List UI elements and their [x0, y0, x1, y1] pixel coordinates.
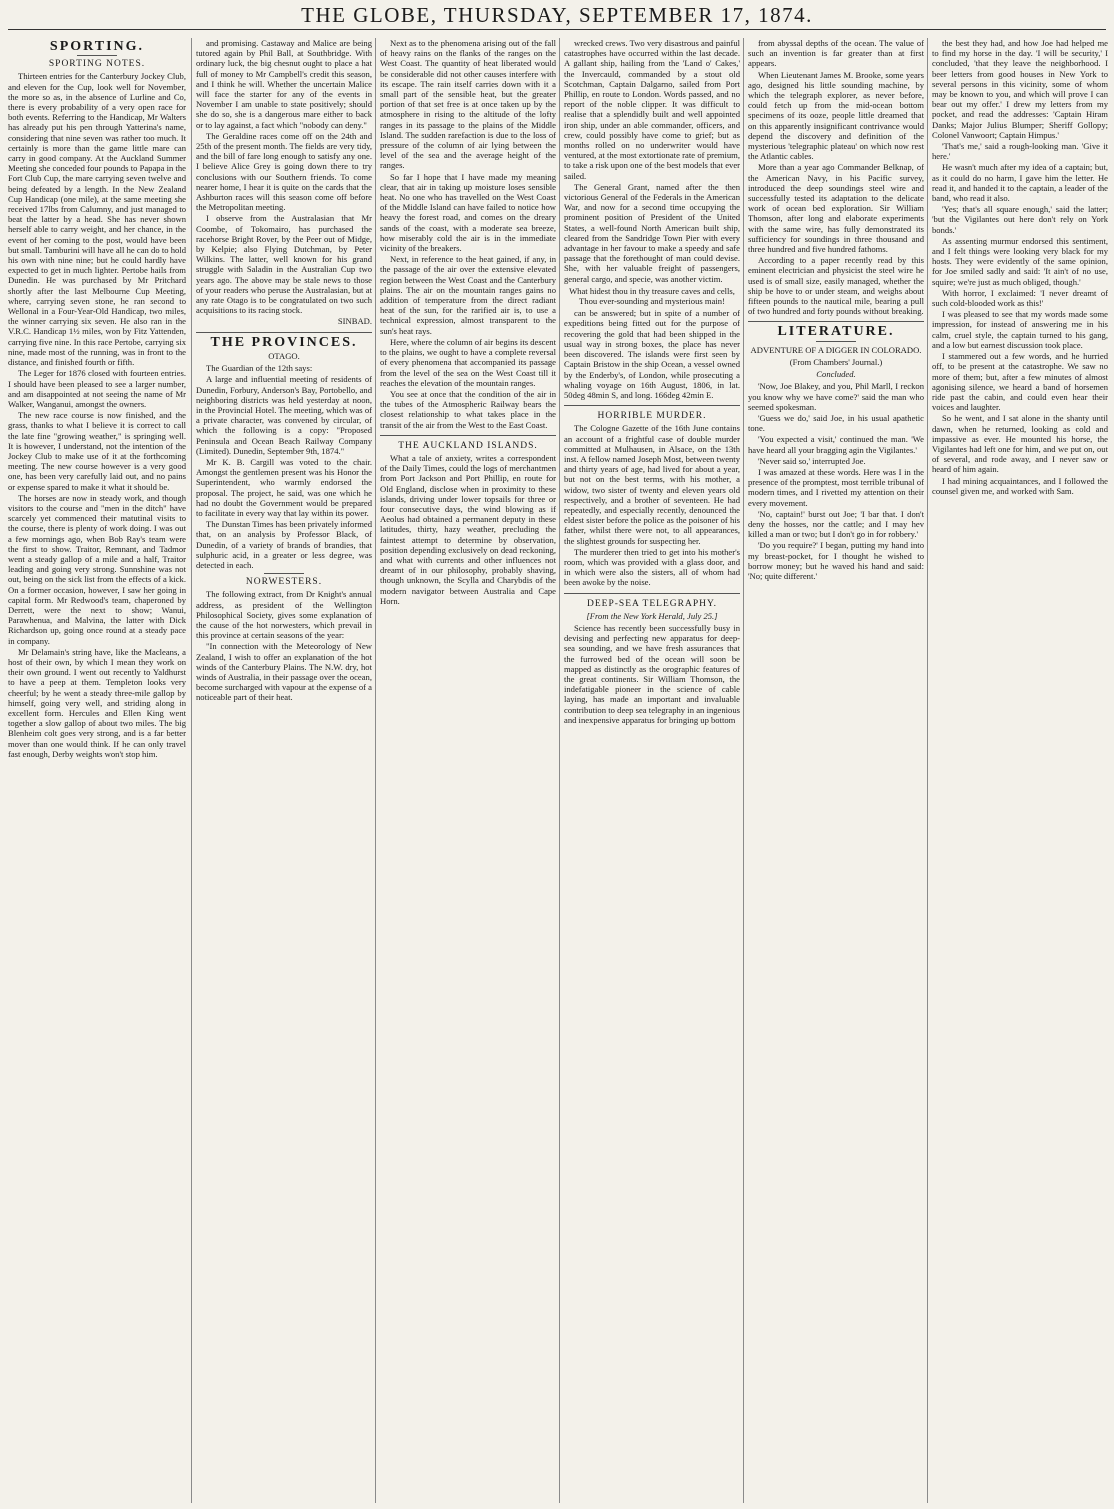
paragraph: Next, in reference to the heat gained, if any, in the passage of the air over the extensive elevated region between the West Coast and the Canterbury plains. The air on the mountain ranges gains no addition of temperature from the direct radiant heat of the sun, for the rarified air is, to use a technical expression, almost transparent to the sun's heat rays. — [380, 254, 556, 336]
paragraph: Next as to the phenomena arising out of the fall of heavy rains on the flanks of the ranges on the West Coast. The quantity of heat liberated would be considerable did not other causes interfere with its escape. The rain itself carries down with it a small part of the sensible heat, but the greater portion of that set free is at once taken up by the atmosphere in rising to the altitude of the lofty ranges in its passage to the plains of the Middle Island. The sudden rarefaction is due to the loss of pressure of the column of air lying between the level of the sea and the average height of the ranges. — [380, 38, 556, 171]
paragraph: 'You expected a visit,' continued the man. 'We have heard all your bragging agin the Vigilantes.' — [748, 434, 924, 455]
paragraph: from abyssal depths of the ocean. The value of such an invention is far greater than at first appears. — [748, 38, 924, 69]
paragraph: wrecked crews. Two very disastrous and painful catastrophes have occurred within the last decade. A gallant ship, hailing from the 'Land o' Cakes,' the Invercauld, commanded by a stout old Scotchman, Captain Dalgarno, sailed from Port Phillip, en route to London. Words passed, and no report of the noble clipper. It was difficult to realise that a splendidly built and well appointed iron ship, under an able commander, officers, and crew, could possibly have come to grief; but as months rolled on no underwriter would have ventured, at the most extortionate rate of premium, to take a risk upon one of the best models that ever sailed. — [564, 38, 740, 181]
horrible-murder-heading: HORRIBLE MURDER. — [597, 411, 707, 422]
paragraph: Thirteen entries for the Canterbury Jockey Club, and eleven for the Cup, look well for November, the more so as, in the absence of Lurline and Co, there is every probability of a very open race for both events. Referring to the Handicap, Mr Walters has already put his pen through Yatterina's name, considering that nine seven was rather too much. It certainly is more than the game little mare can carry in good company. At the Auckland Summer Meeting she conceded four pounds to Papapa in the Fort Club Cup, the mare carrying seven twelve and being defeated by a length. In the New Zealand Cup Handicap (one mile), at the same meeting she received 17lbs from Calumny, and just managed to beat the latter by a head. She has never shown herself able to carry weight, and her chance, in the event of her coming to the post, would have been but small. Tamburini will have all he can do to hold his own with nine nine; but he could hardly have expected to get in much lighter. Pertobe hails from Dunedin. He was purchased by Mr Pritchard shortly after the last Melbourne Cup Meeting, where, carrying seven stone, he ran second to Wellonal in a Four-Year-Old Handicap, two miles, the winner carrying six seven. He also ran in the V.R.C. Handicap 1½ miles, won by Fitz Yattenden, carrying five nine. In this race Pertobe, carrying six nine, made most of the running, was in front to the distance, and finished fourth or fifth. — [8, 71, 186, 368]
paragraph: As assenting murmur endorsed this sentiment, and I felt things were looking very black for my hosts. They were evidently of the same opinion, for Joe smiled sadly and said: 'It ain't of no use, squire; we're just as much obliged, though.' — [932, 235, 1108, 287]
story-source: (From Chambers' Journal.) — [789, 356, 883, 367]
sporting-notes-subheading: SPORTING NOTES. — [48, 59, 146, 70]
paragraph: I was pleased to see that my words made some impression, for instead of answering me in his calm, cruel style, the captain turned to his gang, and a low but earnest discussion took place. — [932, 309, 1108, 350]
literature-heading: LITERATURE. — [777, 324, 895, 340]
paragraph: More than a year ago Commander Belknap, of the American Navy, in his Pacific survey, introduced the deep soundings steel wire and successfully tested its adaptation to the delicate work of ocean bed exploration. Sir William Thomson, after long and elaborate experiments with the same wire, has fully demonstrated its sufficiency for soundings in three thousand and three hundred and five hundred fathoms. — [748, 162, 924, 255]
paragraph: What a tale of anxiety, writes a correspondent of the Daily Times, could the logs of merchantmen from Port Jackson and Port Phillip, en route for Old England, disclose when in proximity to these islands, driving under lower topsails for three or four consecutive days, the wind blowing as if Aeolus had obtained a permanent deputy in these latitudes, thirty, hazy weather, precluding the faintest attempt to determine by observation, position depending exclusively on dead reckoning, and what with currents and other influences not dreamt of in our philosophy, probably shaving, though unknown, the Scylla and Charybdis of the modern navigator between Australia and Cape Horn. — [380, 452, 556, 606]
sporting-heading: SPORTING. — [49, 39, 145, 54]
paragraph: He wasn't much after my idea of a captain; but, as it could do no harm, I gave him the letter. He read it, and handed it to the captain, a leader of the band, who read it also. — [932, 162, 1108, 204]
paragraph: The Dunstan Times has been privately informed that, on an analysis by Professor Black, of Dunedin, of a variety of brands of brandies, that sulphuric acid, in a greater or less degree, was detected in each. — [196, 519, 372, 570]
divider — [196, 332, 372, 333]
paragraph: According to a paper recently read by this eminent electrician and physicist the steel wire he used is of small size, easily managed, whether the ship be hove to or under steam, and weighs about fifteen pounds to the nautical mile, bearing a pull of two hundred and forty pounds without breaking. — [748, 255, 924, 317]
signature: SINBAD. — [337, 316, 372, 327]
norwesters-heading: NORWESTERS. — [245, 577, 323, 588]
paragraph: The Guardian of the 12th says: — [206, 363, 313, 374]
masthead-title: THE GLOBE, THURSDAY, SEPTEMBER 17, 1874. — [301, 3, 813, 27]
otago-subheading: OTAGO. — [268, 350, 300, 361]
paragraph: Mr K. B. Cargill was voted to the chair. Amongst the gentlemen present was his Honor the Superintendent, who warmly endorsed the proposal. The project, he said, was one which he had no doubt the Government would be prepared to facilitate in every way that lay within its power. — [196, 456, 372, 518]
paragraph: the best they had, and how Joe had helped me to find my horse in the day. 'I will be security,' I concluded, 'that they leave the neighborhood. I beer letters from good houses in New York to several persons in this vicinity, some of whom may be known to you, and which will prove I can bear out my offer.' I drew my letters from my pocket, and read the addresses: 'Captain Hiram Danks; Major Julius Blumper; Sheriff Gollopy; Colonel Vanwoort; Captain Himpus.' — [932, 38, 1108, 140]
auckland-islands-heading: THE AUCKLAND ISLANDS. — [398, 440, 538, 451]
paragraph: The General Grant, named after the then victorious General of the Federals in the American War, and now for a second time occupying the prominent position of President of the United States, a well-found North American built ship, cleared from the Sandridge Town Pier with every advantage in her favour to make a speedy and safe passage that the forethought of man could devise. She, with her valuable freight of passengers, general cargo, and specie, was another victim. — [564, 181, 740, 284]
column-5 — [743, 38, 924, 1503]
paragraph: Here, where the column of air begins its descent to the plains, we ought to have a complete reversal of every phenomena that accompanied its passage from the level of the sea on the West Coast till it reaches the elevation of the mountain ranges. — [380, 336, 556, 388]
paragraph: A large and influential meeting of residents of Dunedin, Forbury, Anderson's Bay, Portobello, and neighboring districts was held yesterday at noon, in the Provincial Hotel. The meeting, which was of a private character, was convened by circular, of which the following is a copy: "Proposed Peninsula and Ocean Beach Railway Company (Limited). Dunedin, September 9th, 1874." — [196, 374, 372, 456]
paragraph: You see at once that the condition of the air in the tubes of the Atmospheric Railway bears the closest relationship to what takes place in the transit of the air from the West to the East Coast. — [380, 388, 556, 430]
paragraph: 'Guess we do,' said Joe, in his usual apathetic tone. — [748, 412, 924, 434]
paragraph: I stammered out a few words, and he hurried off, to be present at the catastrophe. We saw no more of them; but, after a few minutes of almost agonising silence, we heard a band of horsemen ride past the cabin, and could even hear their voices and laughter. — [932, 351, 1108, 413]
paragraph: With horror, I exclaimed: 'I never dreamt of such cold-blooded work as this!' — [932, 287, 1108, 309]
paragraph: I observe from the Australasian that Mr Coombe, of Tokomairo, has purchased the racehorse Bright Rover, by the Peer out of Midge, by Kelpie; also Flying Dutchman, by Peter Wilkins. The latter, well known for his grand struggle with Saladin in the Australian Cup two years ago. The above may be stale news to those of your readers who peruse the Australasian, but at any rate Otago is to be congratulated on two such acquisitions to its racing stock. — [196, 213, 372, 316]
story-title: ADVENTURE OF A DIGGER IN COLORADO. — [750, 344, 922, 355]
paragraph: The Cologne Gazette of the 16th June contains an account of a frightful case of double murder committed at Mulhausen, in Alsace, on the 13th inst. A fellow named Joseph Most, between twenty and thirty years of age, had lived for about a year, but not on the best terms, with his mother, a widow, two sister of twenty and eleven years old respectively, and a brother of seventeen. He had repeatedly, and especially recently, denounced the eldest sister before the police as the poisoner of his father, whilst there were not, to all appearances, the slightest grounds for suspecting her. — [564, 423, 740, 546]
column-3 — [375, 38, 556, 1503]
paragraph: 'Never said so,' interrupted Joe. — [758, 455, 866, 466]
column-4 — [559, 38, 740, 1503]
paragraph: The horses are now in steady work, and though visitors to the course and "men in the ditch" have scarcely yet commenced their matutinal visits to the course, there is plenty of work doing. I was out a few mornings ago, when Bob Ray's team were the first to show. Traitor, Remnant, and Tadmor went a steady gallop of a mile and a half, Traitor leading and going very strong. Sunnshine was not out, being on the sick list from the effects of a kick. On a former occasion, however, I saw her going in capital form. Mr Redwood's team, chaperoned by Derrett, were the next to show; Wanui, Parawhenua, and Malvina, the latter with Dick Richardson up, going once round at a steady pace in company. — [8, 492, 186, 646]
verse — [564, 286, 740, 306]
paragraph: 'Now, Joe Blakey, and you, Phil Marll, I reckon you know why we have come?' said the man who seemed spokesman. — [748, 381, 924, 412]
verse-line: What hidest thou in thy treasure caves and cells, — [569, 285, 735, 296]
provinces-heading: THE PROVINCES. — [210, 334, 358, 350]
divider — [816, 341, 856, 342]
masthead — [0, 0, 1114, 30]
paragraph: So far I hope that I have made my meaning clear, that air in taking up moisture loses sensible heat. No one who has travelled on the West Coast of the Middle Island can have failed to notice how heavy the forest road, and comes on the dreary sands of the coast, with a moderate sea breeze, how miserably cold the air is in the immediate vicinity of the breakers. — [380, 171, 556, 254]
paragraph: 'Do you require?' I began, putting my hand into my breast-pocket, for I thought he wished to borrow money; but he waved his hand and said: 'No; quite different.' — [748, 540, 924, 581]
paragraph: The following extract, from Dr Knight's annual address, as president of the Wellington Philosophical Society, gives some explanation of the cause of the hot norwesters, which prevail in this province at certain seasons of the year: — [196, 589, 372, 641]
paragraph: can be answered; but in spite of a number of expeditions being fitted out for the purpose of recovering the gold that had been shipped in the usual way in strong boxes, the place has never been discovered. The islands were first seen by Captain Bristow in the ship Ocean, a vessel owned by the Enderby's, of London, while prosecuting a whaling voyage on 16th August, 1806, in lat. 50deg 48min S, and long. 166deg 42min E. — [564, 308, 740, 400]
paragraph: So he went, and I sat alone in the shanty until dawn, when he returned, looking as cold and impassive as ever. He mounted his horse, the Vigilantes had left one for him, and we put on, out of several, and rode away, and I never saw or heard of him again. — [932, 413, 1108, 475]
paragraph: The Leger for 1876 closed with fourteen entries. I should have been pleased to see a larger number, and am disappointed at not seeing the name of Mr Walker, Wanganui, amongst the owners. — [8, 368, 186, 409]
source-note: [From the New York Herald, July 25.] — [586, 610, 718, 621]
column-1 — [8, 38, 186, 1503]
paragraph: "In connection with the Meteorology of New Zealand, I wish to offer an explanation of the hot winds of the Canterbury Plains. The N.W. dry, hot winds of Australia, in their passage over the ocean, become surcharged with vapour at the expense of a noticeable part of their heat. — [196, 641, 372, 703]
divider — [564, 405, 740, 406]
masthead-rule — [8, 29, 1106, 30]
paragraph: Mr Delamain's string have, like the Macleans, a host of their own, by which I mean they work on their own ground. I went out recently to Yaldhurst to have a peep at them. Templeton looks very cheerful; by he went a steady three-mile gallop by himself, going very well, and striding along in excellent form. Hercules and Ellen King went together a slow gallop of about two miles. The big Blenheim colt goes very strong, and is a far better mover than one would think. If he can only travel fast enough, Derby weights won't stop him. — [8, 646, 186, 759]
paragraph: The new race course is now finished, and the grass, thanks to what I believe it is correct to call the late fine "growing weather," is springing well. It is however, I understand, not the intention of the Jockey Club to make use of it at the forthcoming meeting. The new course however is a very good one, has been very carefully laid out, and no pains or expense spared to make it what it should be. — [8, 410, 186, 492]
paragraph: I had mining acquaintances, and I followed the counsel given me, and worked with Sam. — [932, 475, 1108, 496]
paragraph: I was amazed at these words. Here was I in the presence of the promptest, most terrible tribunal of modern times, and I rivetted my attention on their every movement. — [748, 466, 924, 508]
divider — [564, 593, 740, 594]
divider — [380, 435, 556, 436]
divider — [264, 573, 304, 574]
verse-line: Thou ever-sounding and mysterious main! — [579, 296, 725, 307]
divider — [77, 55, 117, 56]
paragraph: and promising. Castaway and Malice are being tutored again by Phil Ball, at Southbridge. With ordinary luck, the big chesnut ought to place a hat full of money to Mr Campbell's credit this season, and I think he will. Whether the uncertain Malice will face the starter for any of the events in November I am unable to state positively; should she do so, she is a dangerous mare either to back or to lay against, a fact which "nobody can deny." — [196, 38, 372, 130]
column-2 — [191, 38, 372, 1503]
paragraph: 'That's me,' said a rough-looking man. 'Give it here.' — [932, 141, 1108, 162]
paragraph: 'No, captain!' burst out Joe; 'I bar that. I don't deny the hosses, nor the cattle; and I may hev killed a man or two; but I don't go in for robbery.' — [748, 508, 924, 540]
story-status: Concluded. — [816, 369, 856, 380]
columns — [8, 38, 1108, 1503]
paragraph: Science has recently been successfully busy in devising and perfecting new apparatus for deep-sea sounding, and we have fresh assurances that the furrowed bed of the ocean will soon be mapped as distinctly as the orographic features of the great continents. Sir William Thomson, the indefatigable pioneer in the science of cable laying, has made an important and invaluable contribution to deep sea telegraphy in an ingenious and inexpensive apparatus for bringing up bottom — [564, 622, 740, 725]
paragraph: The Geraldine races come off on the 24th and 25th of the present month. The fields are very tidy, and the bill of fare long enough to satisfy any one. I believe Alice Grey is going down there to try conclusions with our Southern friends. To come nearer home, I hear it is quite on the cards that the Ashburton races will this season come off before the Metropolitan meeting. — [196, 130, 372, 213]
deep-sea-heading: DEEP-SEA TELEGRAPHY. — [587, 598, 717, 609]
paragraph: 'Yes; that's all square enough,' said the latter; 'but the Vigilantes out here don't rely on York bonds.' — [932, 204, 1108, 235]
paragraph: The murderer then tried to get into his mother's room, which was provided with a glass door, and in which were also the sisters, all of whom had been awoke by the noise. — [564, 546, 740, 588]
paragraph: When Lieutenant James M. Brooke, some years ago, designed his little sounding machine, by which the telegraph explorer, as never before, could fetch up from the mid-ocean bottom specimens of its ooze, people little dreamed that on this apparently insignificant contrivance would depend the discovery and definition of the mysterious 'telegraphic plateau' on which now rest the Atlantic cables. — [748, 69, 924, 162]
divider — [748, 321, 924, 322]
column-6 — [927, 38, 1108, 1503]
